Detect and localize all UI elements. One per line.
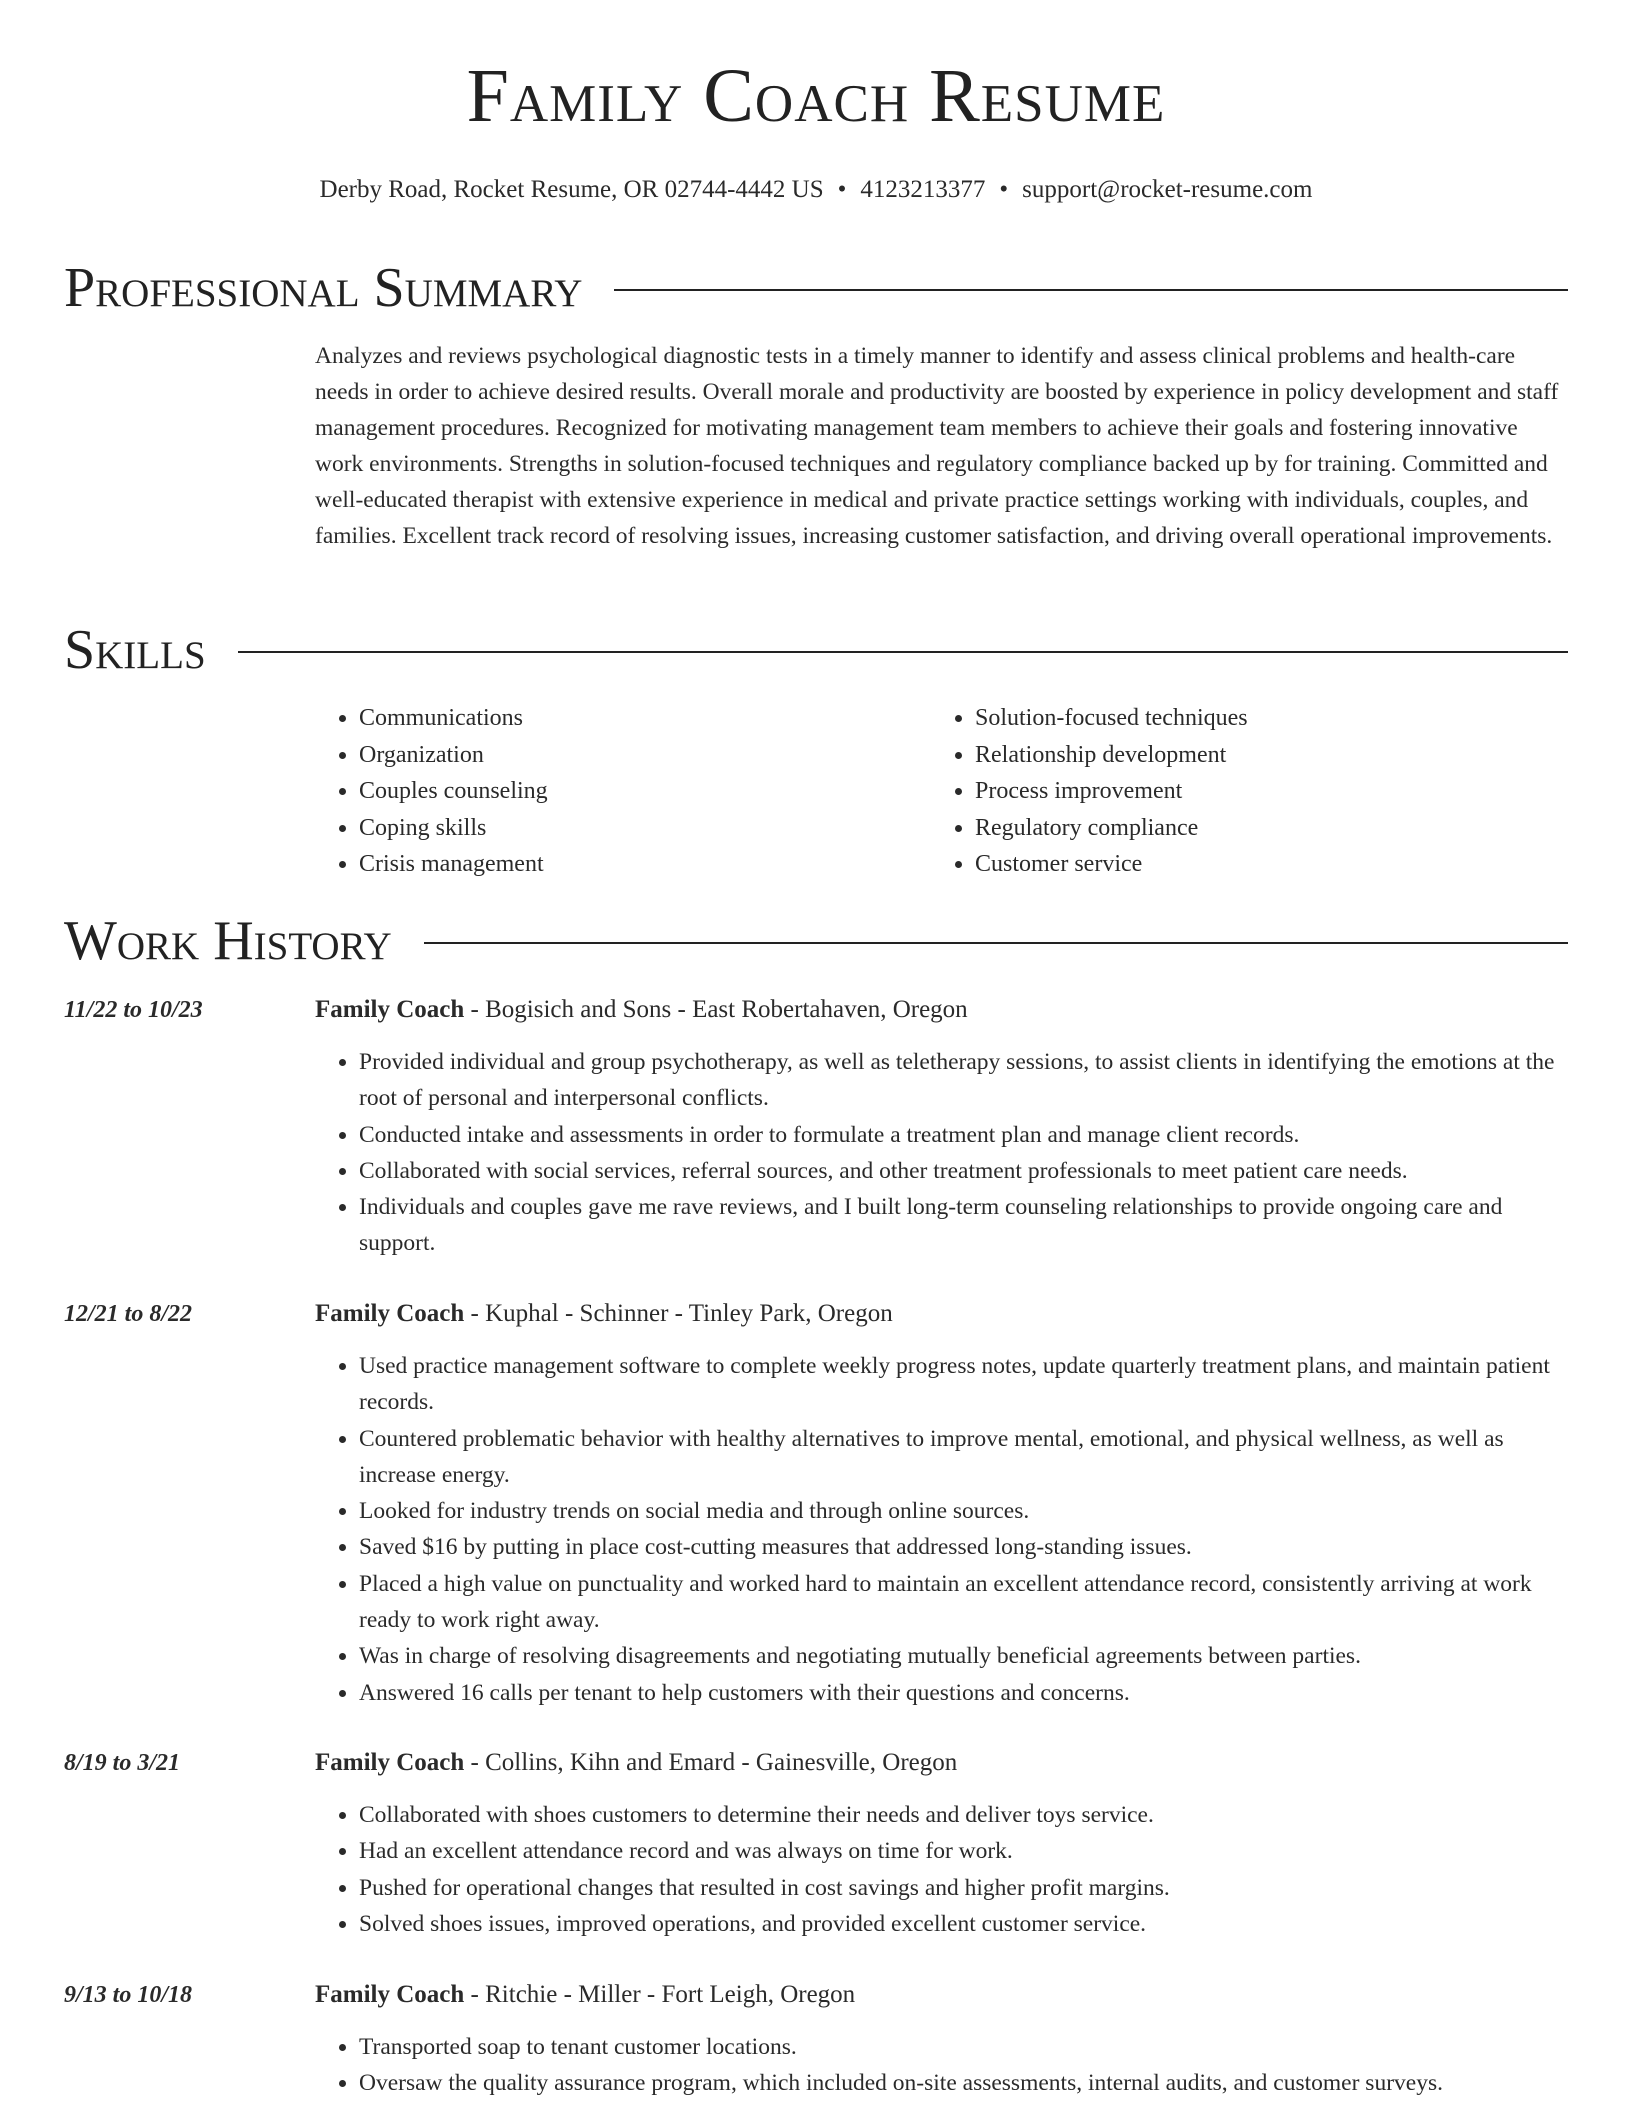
skill-item: • Solution-focused techniques <box>975 700 1547 737</box>
summary-text: Analyzes and reviews psychological diagnostic tests in a timely manner to identify and assess clinical problems and health-care needs in order to achieve desired results. Overall morale and productivity are boosted by experience in policy development and staff management procedures. Recognized for motivating management team members to achieve their goals and fostering innovative work environments. Strengths in solution-focused techniques and regulatory compliance backed up by for training. Committed and well-educated therapist with extensive experience in medical and private practice settings working with individuals, couples, and families. Excellent track record of resolving issues, increasing customer satisfaction, and driving overall operational improvements. <box>315 343 1559 549</box>
job-bullet: • Transported soap to tenant customer locations. <box>359 2029 1565 2065</box>
job-bullet: • Was in charge of resolving disagreements and negotiating mutually beneficial agreements between parties. <box>359 1638 1565 1674</box>
job-bullet: • Pushed for operational changes that resulted in cost savings and higher profit margins. <box>359 1870 1565 1906</box>
skills-heading: Skills <box>64 619 206 681</box>
section-divider <box>424 942 1568 944</box>
section-divider <box>614 289 1568 291</box>
job-bullet: • Looked for industry trends on social media and through online sources. <box>359 1493 1565 1529</box>
skill-item: • Customer service <box>975 846 1547 883</box>
job-role-line <box>315 1745 957 1781</box>
job-bullet: • Collaborated with shoes customers to determine their needs and deliver toys service. <box>359 1797 1565 1833</box>
skills-section-header <box>64 619 1568 681</box>
job-bullet: • Saved $16 by putting in place cost-cutting measures that addressed long-standing issues. <box>359 1529 1565 1565</box>
skill-item: • Relationship development <box>975 737 1547 774</box>
job-role-line <box>315 1977 855 2013</box>
skill-item: • Process improvement <box>975 773 1547 810</box>
job-title: Family Coach <box>315 1749 465 1776</box>
work-section-header <box>64 910 1568 972</box>
job-dates: 9/13 to 10/18 <box>64 1982 193 2008</box>
work-heading: Work History <box>64 910 392 972</box>
job-bullet: • Countered problematic behavior with healthy alternatives to improve mental, emotional, and physical wellness, as well as increase energy. <box>359 1421 1565 1494</box>
job-bullets <box>315 2029 1565 2102</box>
skill-item: • Communications <box>359 700 931 737</box>
job-bullet: • Solved shoes issues, improved operations, and provided excellent customer service. <box>359 1906 1565 1942</box>
job-title: Family Coach <box>315 1300 465 1327</box>
summary-heading: Professional Summary <box>64 257 583 319</box>
job-employer: - Kuphal - Schinner - Tinley Park, Oregon <box>464 1300 893 1327</box>
skill-item: • Couples counseling <box>359 773 931 810</box>
job-bullets <box>315 1797 1565 1942</box>
job-bullet: • Provided individual and group psychotherapy, as well as teletherapy sessions, to assist clients in identifying the emotions at the root of personal and interpersonal conflicts. <box>359 1044 1565 1117</box>
job-title: Family Coach <box>315 1981 465 2008</box>
job-bullets <box>315 1044 1565 1262</box>
skill-item: • Regulatory compliance <box>975 810 1547 847</box>
job-employer: - Bogisich and Sons - East Robertahaven, Oregon <box>464 996 968 1023</box>
section-divider <box>238 651 1568 653</box>
job-bullet: • Individuals and couples gave me rave reviews, and I built long-term counseling relationships to provide ongoing care and support. <box>359 1189 1565 1262</box>
skills-list <box>315 700 1565 883</box>
job-bullet: • Oversaw the quality assurance program, which included on-site assessments, internal audits, and customer surveys. <box>359 2065 1565 2101</box>
resume-title: Family Coach Resume <box>466 54 1166 138</box>
job-dates: 11/22 to 10/23 <box>64 997 203 1023</box>
job-employer: - Collins, Kihn and Emard - Gainesville, Oregon <box>464 1749 958 1776</box>
skill-item: • Organization <box>359 737 931 774</box>
job-employer: - Ritchie - Miller - Fort Leigh, Oregon <box>464 1981 856 2008</box>
summary-section-header <box>64 257 1568 319</box>
contact-line <box>0 176 1632 204</box>
job-bullet: • Answered 16 calls per tenant to help customers with their questions and concerns. <box>359 1675 1565 1711</box>
contact-separator: • <box>999 176 1009 203</box>
skill-item: • Coping skills <box>359 810 931 847</box>
contact-separator: • <box>837 176 847 203</box>
contact-phone: 4123213377 <box>860 176 986 203</box>
job-bullet: • Had an excellent attendance record and was always on time for work. <box>359 1833 1565 1869</box>
skill-item: • Crisis management <box>359 846 931 883</box>
job-role-line <box>315 1296 893 1332</box>
job-role-line <box>315 992 968 1028</box>
contact-email: support@rocket-resume.com <box>1022 176 1313 203</box>
job-bullet: • Collaborated with social services, referral sources, and other treatment professionals to meet patient care needs. <box>359 1153 1565 1189</box>
job-bullet: • Used practice management software to complete weekly progress notes, update quarterly treatment plans, and maintain patient records. <box>359 1348 1565 1421</box>
job-title: Family Coach <box>315 996 465 1023</box>
skills-column-right <box>931 700 1547 883</box>
job-bullet: • Placed a high value on punctuality and worked hard to maintain an excellent attendance record, consistently arriving at work ready to work right away. <box>359 1566 1565 1639</box>
job-bullet: • Conducted intake and assessments in order to formulate a treatment plan and manage client records. <box>359 1117 1565 1153</box>
job-dates: 8/19 to 3/21 <box>64 1750 181 1776</box>
job-dates: 12/21 to 8/22 <box>64 1301 193 1327</box>
contact-address: Derby Road, Rocket Resume, OR 02744-4442 US <box>319 176 824 203</box>
job-bullets <box>315 1348 1565 1711</box>
skills-column-left <box>315 700 931 883</box>
